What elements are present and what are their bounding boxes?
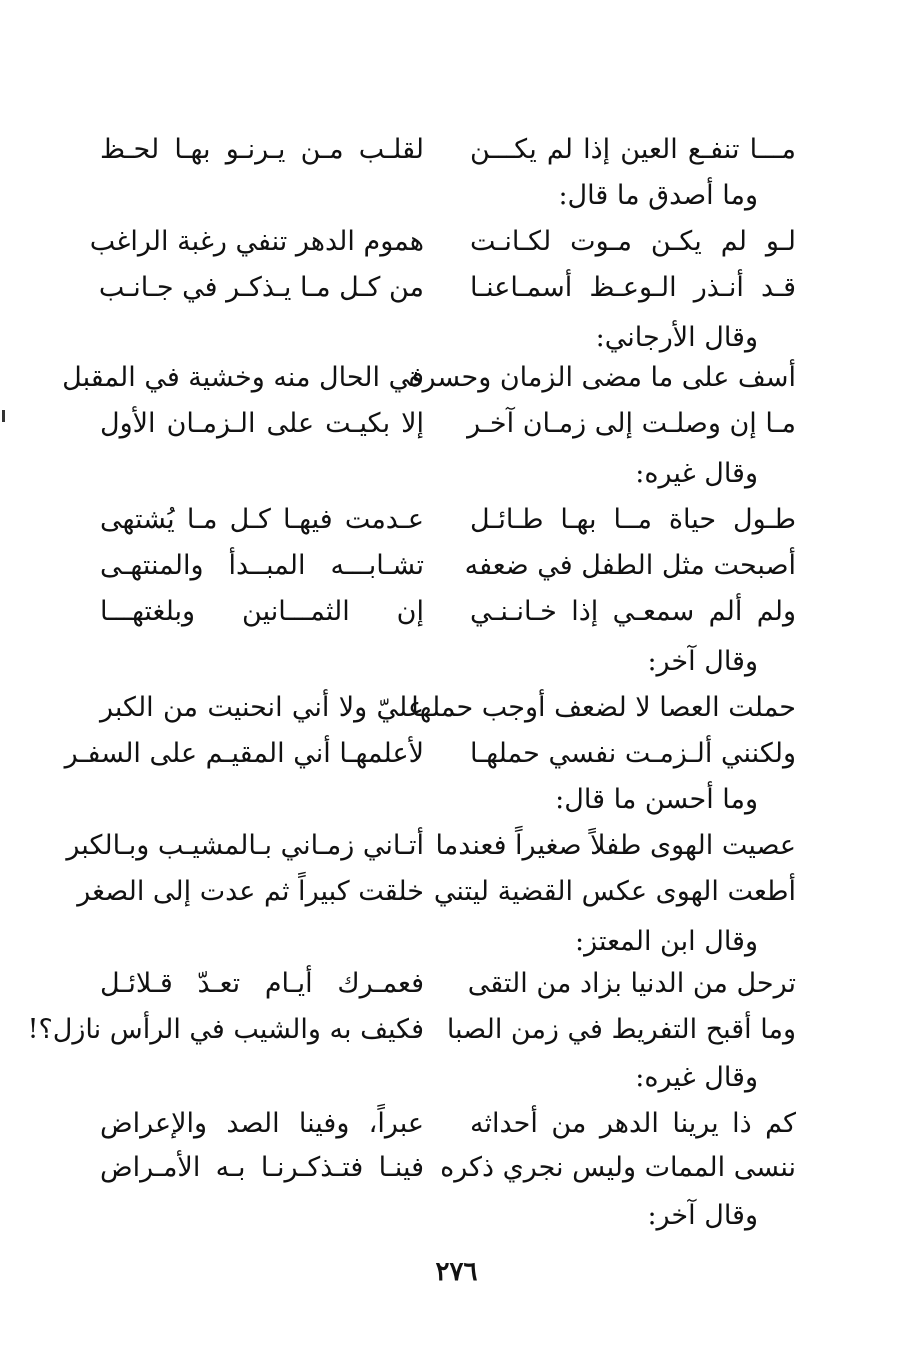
verse-first-hemistich: عصيت الهوى طفلاً صغيراً فعندما [435, 830, 796, 861]
verse-second-hemistich: خلقت كبيراً ثم عدت إلى الصغر [77, 876, 424, 907]
verse-second-hemistich: هموم الدهر تنفي رغبة الراغب [89, 226, 424, 257]
verse-first-hemistich: أصبحت مثل الطفل في ضعفه [464, 550, 796, 581]
section-heading: وقال الأرجاني: [595, 322, 758, 353]
section-heading: وقال آخر: [647, 646, 758, 677]
verse-second-hemistich: لقلـب مـن يـرنـو بهـا لحـظ [100, 134, 424, 165]
verse-second-hemistich: في الحال منه وخشية في المقبل [62, 362, 424, 393]
verse-first-hemistich: ولم ألم سمعـي إذا خـانـنـي [470, 596, 796, 627]
verse-second-hemistich: تشـابـــه المبــدأ والمنتهـى [100, 550, 424, 581]
section-heading: وقال غيره: [635, 458, 758, 489]
section-heading: وقال غيره: [635, 1062, 758, 1093]
section-heading: وما أصدق ما قال: [558, 180, 758, 211]
verse-first-hemistich: قـد أنـذر الـوعـظ أسمـاعنـا [470, 272, 796, 303]
section-heading: وقال ابن المعتز: [574, 926, 758, 957]
verse-second-hemistich: لأعلمهـا أني المقيـم على السفـر [64, 738, 424, 769]
verse-second-hemistich: من كـل مـا يـذكـر في جـانـب [98, 272, 424, 303]
verse-first-hemistich: ولكنني ألـزمـت نفسي حملهـا [470, 738, 796, 769]
margin-mark [2, 410, 5, 422]
verse-first-hemistich: أطعت الهوى عكس القضية ليتني [433, 876, 796, 907]
verse-first-hemistich: لـو لم يكـن مـوت لكـانـت [470, 226, 796, 257]
verse-second-hemistich: فينـا فتـذكـرنـا بـه الأمـراض [100, 1152, 424, 1183]
verse-second-hemistich: أتـاني زمـاني بـالمشيـب وبـالكبر [66, 830, 424, 861]
verse-second-hemistich: عليّ ولا أني انحنيت من الكبر [100, 692, 424, 723]
verse-first-hemistich: حملت العصا لا لضعف أوجب حملها [411, 692, 796, 723]
verse-second-hemistich: إن الثمـــانين وبلغتهـــا [100, 596, 424, 627]
verse-first-hemistich: وما أقبح التفريط في زمن الصبا [446, 1014, 796, 1045]
verse-second-hemistich: عبراً، وفينا الصد والإعراض [100, 1108, 424, 1139]
verse-first-hemistich: مـا إن وصلـت إلى زمـان آخـر [467, 408, 796, 439]
verse-first-hemistich: طـول حياة مــا بهـا طـائـل [470, 504, 796, 535]
verse-second-hemistich: فكيف به والشيب في الرأس نازل؟! [27, 1014, 424, 1045]
verse-first-hemistich: أسف على ما مضى الزمان وحسرة [408, 362, 796, 393]
page-number: ٢٧٦ [435, 1257, 478, 1287]
verse-second-hemistich: عـدمت فيهـا كـل مـا يُشتهى [100, 504, 424, 535]
section-heading: وما أحسن ما قال: [555, 784, 758, 815]
verse-second-hemistich: فعمـرك أيـام تعـدّ قـلائـل [100, 968, 424, 999]
verse-first-hemistich: كم ذا يرينا الدهر من أحداثه [470, 1108, 796, 1139]
verse-first-hemistich: ترحل من الدنيا بزاد من التقى [467, 968, 796, 999]
verse-first-hemistich: ننسى الممات وليس نجري ذكره [440, 1152, 796, 1183]
verse-second-hemistich: إلا بكيـت على الـزمـان الأول [100, 408, 424, 439]
section-heading: وقال آخر: [647, 1200, 758, 1231]
verse-first-hemistich: مـــا تنفـع العين إذا لم يكـــن [470, 134, 796, 165]
